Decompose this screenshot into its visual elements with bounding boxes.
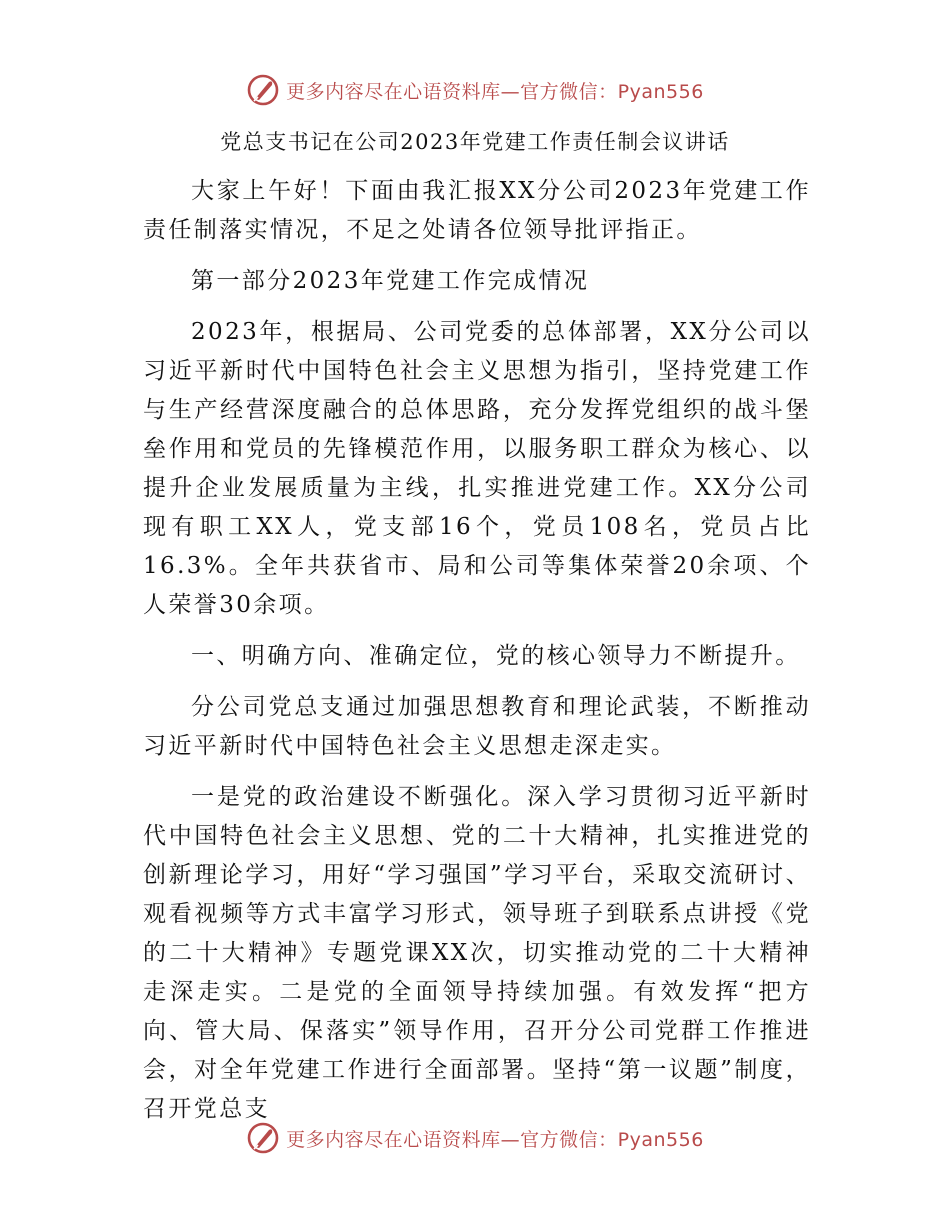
paragraph-subheading-1: 一、明确方向、准确定位，党的核心领导力不断提升。 — [191, 643, 801, 669]
document-title: 党总支书记在公司2023年党建工作责任制会议讲话 — [220, 130, 730, 154]
paragraph-political-building: 一是党的政治建设不断强化。深入学习贯彻习近平新时代中国特色社会主义思想、党的二十大精神，扎实推进党的创新理论学习，用好“学习强国”学习平台，采取交流研讨、观看视频等方式丰富学习形式，领导班子到联系点讲授《党的二十大精神》专题党课XX次，切实推动党的二十大精神走深走实。二是党的全面领导持续加强。有效发挥“把方向、管大局、保落实”领导作用，召开分公司党群工作推进会，对全年党建工作进行全面部署。坚持“第一议题”制度，召开党总支 — [143, 784, 811, 1122]
watermark-text: 更多内容尽在心语资料库—官方微信：Pyan556 — [286, 80, 704, 103]
document-body — [143, 172, 811, 1141]
paragraph-intro-1: 分公司党总支通过加强思想教育和理论武装，不断推动习近平新时代中国特色社会主义思想走深走实。 — [143, 694, 811, 759]
paragraph-section-heading: 第一部分2023年党建工作完成情况 — [191, 268, 590, 294]
paragraph-overview: 2023年，根据局、公司党委的总体部署，XX分公司以习近平新时代中国特色社会主义思想为指引，坚持党建工作与生产经营深度融合的总体思路，充分发挥党组织的战斗堡垒作用和党员的先锋模范作用，以服务职工群众为核心、以提升企业发展质量为主线，扎实推进党建工作。XX分公司现有职工XX人，党支部16个，党员108名，党员占比16.3%。全年共获省市、局和公司等集体荣誉20余项、个人荣誉30余项。 — [143, 319, 811, 618]
feather-pen-logo-icon — [246, 73, 280, 107]
header-watermark-banner — [0, 70, 950, 110]
paragraph-greeting: 大家上午好！下面由我汇报XX分公司2023年党建工作责任制落实情况，不足之处请各位领导批评指正。 — [143, 178, 811, 243]
watermark-text: 更多内容尽在心语资料库—官方微信：Pyan556 — [286, 1128, 704, 1151]
feather-pen-logo-icon — [246, 1121, 280, 1155]
footer-watermark-banner — [0, 1118, 950, 1158]
